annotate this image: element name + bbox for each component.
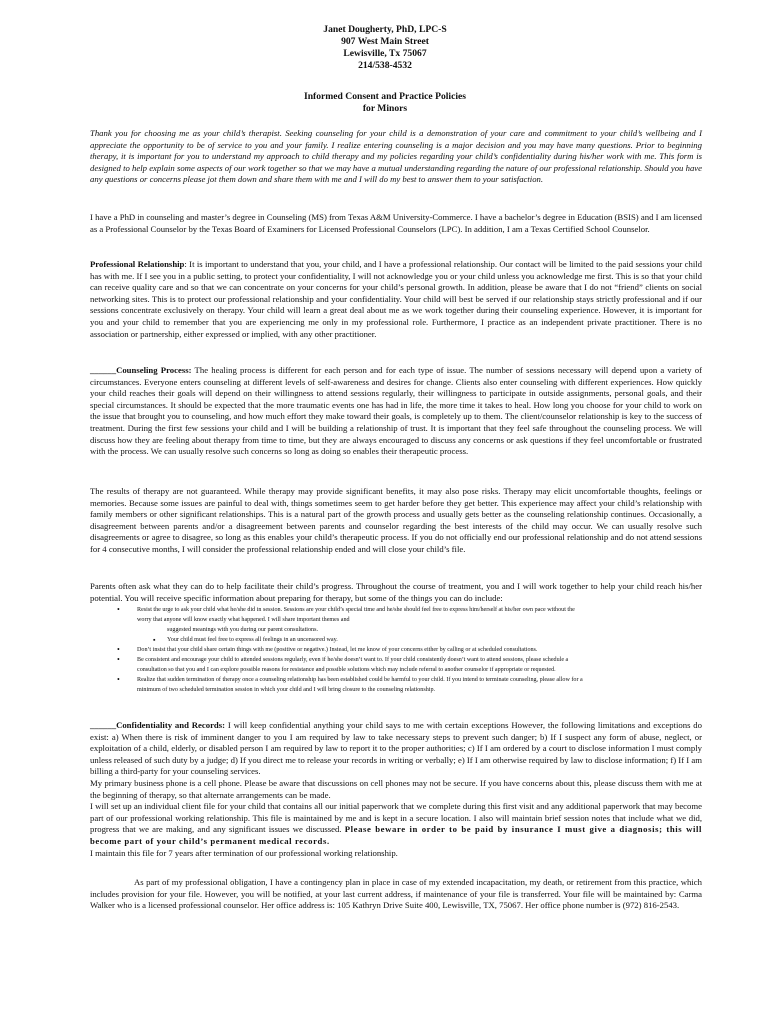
document-title [0,91,770,115]
parents-paragraph: Parents often ask what they can do to help facilitate their child’s progress. Throughout the course of treatment, you and I will work together to help your child reach his/her potential. You will receive specific information about preparing for therapy, but some of the things you can do include: [90,581,702,603]
credentials-paragraph: I have a PhD in counseling and master’s degree in Counseling (MS) from Texas A&M University-Commerce. I have a bachelor’s degree in Education (BSIS) and I am licensed as a Professional Counselor by the Texas Board of Examiners for Licensed Professional Counselors (LPC). In addition, I am a Texas Certified School Counselor. [90,212,702,234]
bullet-icon: • [117,645,120,654]
title-line-1: Informed Consent and Practice Policies [303,91,466,102]
file-retention-text: I maintain this file for 7 years after termination of our professional working relationship. [90,847,398,858]
bullet-icon: • [117,675,120,684]
professional-relationship-text: : It is important to understand that you, your child, and I have a professional relationship. Our contact will be limited to the paid sessions your child has with me. If I see you in a public setting, to protect your confidentiality, I will not acknowledge you or your child unless you acknowledge me first. This is so that your child can receive quality care and so that we can concentrate on your concerns for your child’s personal growth. In addition, please be aware that I do not “friend” clients on social networking sites. This is to protect our professional relationship and your confidentiality. Your child will best be served if our relationship stays strictly professional and if our sessions concentrate exclusively on therapy. Your child will learn a great deal about me as we work together during their counseling experience. However, it is important for you and your child to remember that you are experiencing me only in my professional role. Furthermore, I practice as an independent private practitioner. There is no association or partnership, either expressed or implied, with any other practitioner. [90,259,702,339]
list-item: • Realize that sudden termination of therapy once a counseling relationship has been established could be harmful to your child. If you intend to terminate counseling, please allow for a [117,675,583,684]
confidentiality-paragraph [90,720,702,859]
city-address: Lewisville, Tx 75067 [343,48,427,59]
cell-phone-notice: My primary business phone is a cell phone. Please be aware that discussions on cell phones may not be secure. If you have concerns about this, please discuss them with me at the beginning of therapy, so that alternate arrangements can be made. [90,777,702,800]
confidentiality-heading: Confidentiality and Records: [116,720,226,730]
title-line-2: for Minors [362,103,408,114]
counseling-initial-blank[interactable]: ______ [90,365,117,375]
list-item-continuation: consultation so that you and I can explore possible reasons for resistance and possible solutions which may include referral to another counselor if appropriate or requested. [137,667,556,673]
counseling-process-paragraph [90,365,702,458]
confidentiality-text: I will keep confidential anything your child says to me with certain exceptions However, the following limitations and exceptions do exist: a) When there is risk of imminent danger to you I am required by law to take necessary steps to prevent such danger; b) If I suspect any form of abuse, neglect, or exploitation of a child, elderly, or disabled person I am required by law to report it to the proper authorities; c) If I am ordered by a court to disclose information I must comply unless released of such duty by a judge; d) If you direct me to release your records in writing or verbally; e) If I am otherwise required by law to disclose information; f) If I am billing a third-party for your counseling services. [90,720,702,777]
results-paragraph: The results of therapy are not guaranteed. While therapy may provide significant benefits, it may also pose risks. Therapy may elicit uncomfortable thoughts, feelings or memories. Because some issues are painful to deal with, things sometimes seem to get harder before they get better. This experience may affect your child’s relationship with family members or other significant relationships. This is a natural part of the growth process and usually gets better as the counseling relationship continues. Occasionally, a disagreement between parents and/or a disagreement between parents and counselor regarding the best interests of the child may occur. We can usually resolve such disagreements or agree to disagree, so long as this enables your child’s therapeutic process. If you do not officially end our professional relationship and do not attend sessions for 4 consecutive months, I will consider the professional relationship ended and will close your child’s file. [90,486,702,554]
professional-relationship-heading: Professional Relationship [90,259,185,269]
insurance-notice: Please beware in order to be paid by insurance I must give a diagnosis; this will become part of your child’s permanent medical records. [90,824,703,846]
parent-tips-list [90,605,710,695]
records-text: I will set up an individual client file for your child that contains all our initial paperwork that we complete during this first visit and any additional paperwork that may become part of our professional working relationship. This file is maintained by me and is kept in a secure location. I also will maintain brief session notes that include what we did, progress that we are making, and any significant issues we discussed. [90,801,702,835]
list-item: • Resist the urge to ask your child what he/she did in session. Sessions are your child’s special time and he/she should feel free to express him/herself at his/her own pace without the [117,605,575,614]
confidentiality-initial-blank[interactable]: ______ [90,720,117,730]
intro-paragraph: Thank you for choosing me as your child’s therapist. Seeking counseling for your child is a demonstration of your care and commitment to your child’s wellbeing and I appreciate the opportunity to be of service to you and your family. I realize entering counseling is a major decision and you may have many questions. Prior to beginning therapy, it is important for you to understand my approach to child therapy and my policies regarding your child’s confidentiality during his/her work with me. This form is designed to help explain some aspects of our work together so that we may have a mutual understanding regarding the nature of our professional relationship. Should you have any questions or concerns please jot them down and share them with me and I will do my best to answer them to your satisfaction. [90,128,702,185]
professional-relationship-paragraph [90,259,702,340]
phone-number: 214/538-4532 [358,60,412,71]
counseling-process-heading: Counseling Process: [116,365,192,375]
list-item: ▪ Your child must feel free to express all feelings in an uncensored way. [153,636,338,644]
list-item-continuation: suggested meanings with you during our parent consultations. [167,627,318,633]
therapist-name: Janet Dougherty, PhD, LPC-S [323,24,447,35]
letterhead [0,24,770,72]
street-address: 907 West Main Street [341,36,429,47]
list-item: • Be consistent and encourage your child to attended sessions regularly, even if he/she doesn’t want to. If your child consistently doesn’t want to attend sessions, please schedule a [117,655,569,664]
contingency-paragraph: As part of my professional obligation, I have a contingency plan in place in case of my extended incapacitation, my death, or retirement from this practice, which includes provision for your file. However, you will be notified, at your last current address, if maintenance of your file is transferred. Your file will be maintained by: Carma Walker who is a licensed professional counselor. Her office address is: 105 Kathryn Drive Suite 400, Lewisville, TX, 75067. Her office phone number is (972) 816-2543. [90,877,702,911]
list-item-continuation: worry that anyone will know exactly what happened. I will share important themes and [137,617,350,623]
list-item-continuation: minimum of two scheduled termination session in which your child and I will bring closure to the counseling relationship. [137,687,436,693]
bullet-icon: • [117,605,120,614]
bullet-icon: ▪ [153,636,156,644]
bullet-icon: • [117,655,120,664]
list-item: • Don’t insist that your child share certain things with me (positive or negative.) Instead, let me know of your concerns either by calling or at scheduled consultations. [117,645,538,654]
counseling-process-text: The healing process is different for each person and for each type of issue. The number of sessions necessary will depend upon a variety of circumstances. Everyone enters counseling at different levels of self-awareness and desires for change. Clients also enter counseling with different experiences. How quickly your child reaches their goals will depend on their willingness to attend sessions regularly, their willingness to participate in outside assignments, personal goals, and their special circumstances. It should be expected that the more traumatic events one has had in life, the more time it takes to heal. How long you choose for your child to work on the issue that brought you to counseling, and how much effort they make toward their goals, is completely up to them. The client/counselor relationship is key to the success of treatment. During the first few sessions your child and I will be building a relationship of trust. It is important that they feel safe throughout the counseling process. We will discuss how they are feeling about therapy from time to time, but they are always encouraged to discuss any concerns or ask questions if they feel uncomfortable or frustrated with the process. We can usually resolve such concerns so long as doing so enables their therapeutic process. [90,365,702,457]
